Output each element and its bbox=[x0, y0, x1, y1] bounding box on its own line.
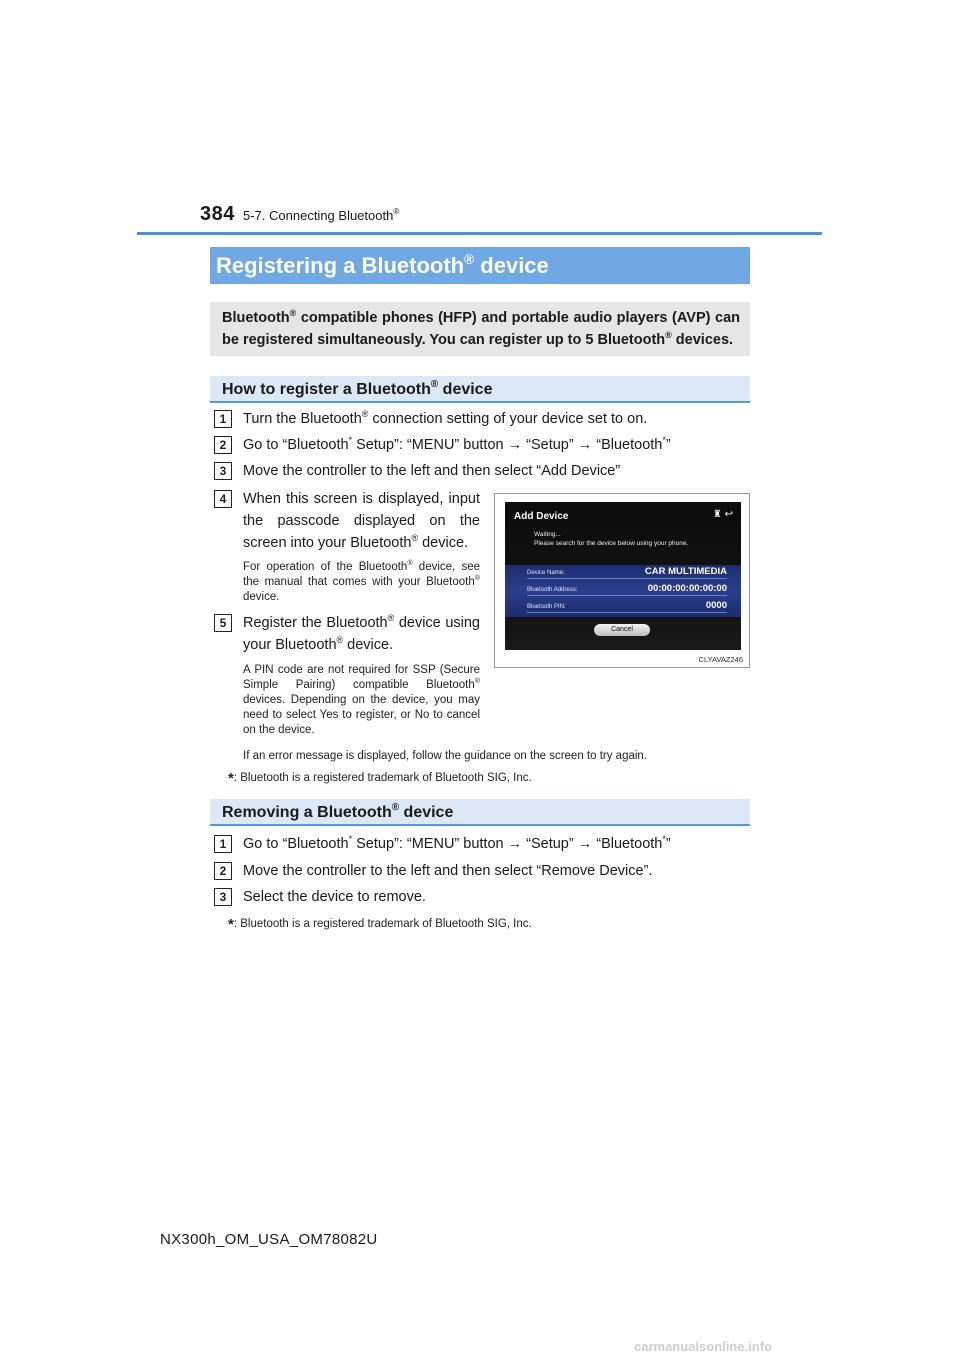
image-code: CLYAVAZ246 bbox=[698, 655, 743, 664]
step-number: 2 bbox=[214, 436, 232, 454]
step-number: 3 bbox=[214, 462, 232, 480]
screen-row: Bluetooth PIN: 0000 bbox=[527, 597, 727, 613]
document-id: NX300h_OM_USA_OM78082U bbox=[160, 1231, 378, 1248]
remove-section-header: Removing a Bluetooth® device bbox=[210, 799, 750, 826]
intro-box: Bluetooth® compatible phones (HFP) and portable audio players (AVP) can be registered simultaneously. You can register up to 5 Bluetooth® devices. bbox=[210, 302, 750, 356]
screen-title: Add Device bbox=[514, 511, 569, 522]
screen-display bbox=[505, 502, 741, 650]
footnote: *: Bluetooth is a registered trademark of Bluetooth SIG, Inc. bbox=[228, 916, 532, 933]
step-text: When this screen is displayed, input the passcode displayed on the screen into your Bluetooth® device. bbox=[243, 491, 480, 551]
footnote: *: Bluetooth is a registered trademark of Bluetooth SIG, Inc. bbox=[228, 770, 532, 787]
screen-row: Device Name: CAR MULTIMEDIA bbox=[527, 563, 727, 579]
header-rule bbox=[137, 232, 822, 235]
page-title: Registering a Bluetooth® device bbox=[210, 247, 750, 284]
page-number: 384 bbox=[200, 203, 235, 225]
step-text: Go to “Bluetooth* Setup”: “MENU” button → “Setup” → “Bluetooth*” bbox=[243, 434, 671, 453]
step-text: Turn the Bluetooth® connection setting of your device set to on. bbox=[243, 408, 648, 427]
step-number: 3 bbox=[214, 888, 232, 906]
add-device-screenshot bbox=[494, 493, 750, 668]
step-number: 5 bbox=[214, 614, 232, 632]
step-number: 2 bbox=[214, 862, 232, 880]
step-note: For operation of the Bluetooth® device, see the manual that comes with your Bluetooth® device. bbox=[243, 558, 481, 603]
step-text: Select the device to remove. bbox=[243, 889, 426, 905]
error-note: If an error message is displayed, follow the guidance on the screen to try again. bbox=[243, 750, 648, 762]
watermark: carmanualsonline.info bbox=[634, 1339, 772, 1354]
step-text: Move the controller to the left and then select “Add Device” bbox=[243, 463, 621, 479]
step-text: Go to “Bluetooth* Setup”: “MENU” button → “Setup” → “Bluetooth*” bbox=[243, 833, 671, 852]
step-number: 4 bbox=[214, 490, 232, 508]
step-text: Register the Bluetooth® device using your Bluetooth® device. bbox=[243, 612, 480, 653]
register-section-header: How to register a Bluetooth® device bbox=[210, 376, 750, 403]
screen-row: Bluetooth Address: 00:00:00:00:00:00 bbox=[527, 580, 727, 596]
step-number: 1 bbox=[214, 410, 232, 428]
step-note: A PIN code are not required for SSP (Secure Simple Pairing) compatible Bluetooth® devices. Depending on the device, you may need to select Yes to register, or No to cancel on the device. bbox=[243, 664, 480, 736]
screen-icons: ♜ ↩ bbox=[712, 509, 733, 520]
step-number: 1 bbox=[214, 835, 232, 853]
screen-message: Waiting... Please search for the device below using your phone. bbox=[534, 531, 689, 547]
section-title: 5-7. Connecting Bluetooth® bbox=[243, 207, 400, 223]
step-text: Move the controller to the left and then select “Remove Device”. bbox=[243, 863, 653, 879]
screen-cancel-button: Cancel bbox=[594, 624, 650, 636]
